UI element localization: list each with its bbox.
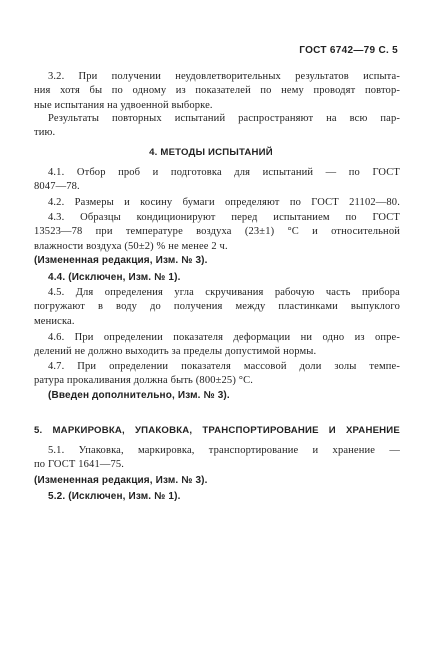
amendment-note-5-1 (34, 474, 400, 488)
text-line: по ГОСТ 1641—75. (34, 459, 125, 471)
paragraph-5-2 (34, 490, 400, 504)
text-line: 4.3. Образцы кондиционируют перед испытанием по ГОСТ (48, 212, 400, 223)
amendment-note-4-3 (34, 254, 400, 268)
paragraph-4-3 (34, 211, 400, 254)
text-line: ратура прокаливания должна быть (800±25) °С. (34, 375, 254, 387)
paragraph-5-1 (34, 444, 400, 473)
text-line: 4.6. При определении показателя деформации ни одно из опре- (48, 332, 400, 343)
amendment-text: (Измененная редакция, Изм. № 3). (34, 255, 208, 266)
text-line: ния хотя бы по одному из показателей по нему проводят повтор- (34, 85, 400, 97)
section-4-heading: 4. МЕТОДЫ ИСПЫТАНИЙ (149, 147, 273, 158)
section-5-heading: 5. МАРКИРОВКА, УПАКОВКА, ТРАНСПОРТИРОВАНИЕ И ХРАНЕНИЕ (34, 425, 400, 436)
page-header: ГОСТ 6742—79 С. 5 (299, 45, 398, 56)
paragraph-4-1 (34, 166, 400, 195)
text-line: 4.5. Для определения угла скручивания рабочую часть прибора (48, 287, 400, 298)
paragraph-4-6 (34, 331, 400, 360)
text-line: влажности воздуха (50±2) % не менее 2 ч. (34, 240, 228, 252)
paragraph-4-7 (34, 360, 400, 389)
text-line: 5.1. Упаковка, маркировка, транспортирование и хранение — (48, 445, 400, 456)
text-line: 4.1. Отбор проб и подготовка для испытаний — по ГОСТ (48, 167, 400, 178)
paragraph-3-2 (34, 70, 400, 113)
text-line: 13523—78 при температуре воздуха (23±1) °С и относительной (34, 226, 400, 238)
amendment-text: (Введен дополнительно, Изм. № 3). (48, 390, 230, 401)
text-line: погружают в воду до получения между пластинками выпуклого (34, 301, 400, 313)
text-line: 4.4. (Исключен, Изм. № 1). (48, 272, 181, 283)
text-line: 4.7. При определении показателя массовой доли золы темпе- (48, 361, 400, 372)
text-line: делений не должно выходить за пределы допустимой нормы. (34, 346, 317, 358)
text-line: мениска. (34, 315, 75, 327)
paragraph-4-5 (34, 286, 400, 329)
text-line: ные испытания на удвоенной выборке. (34, 99, 213, 111)
amendment-note-4-7 (34, 389, 400, 403)
text-line: 3.2. При получении неудовлетворительных результатов испыта- (48, 71, 400, 82)
text-line: 8047—78. (34, 181, 80, 193)
text-line: тию. (34, 127, 56, 139)
paragraph-4-4 (34, 271, 400, 285)
amendment-text: (Измененная редакция, Изм. № 3). (34, 475, 208, 486)
paragraph-3-2-results (34, 112, 400, 141)
text-line: 5.2. (Исключен, Изм. № 1). (48, 491, 181, 502)
text-line: 4.2. Размеры и косину бумаги определяют по ГОСТ 21102—80. (48, 197, 400, 208)
text-line: Результаты повторных испытаний распространяют на всю пар- (48, 113, 400, 124)
paragraph-4-2 (34, 196, 400, 210)
